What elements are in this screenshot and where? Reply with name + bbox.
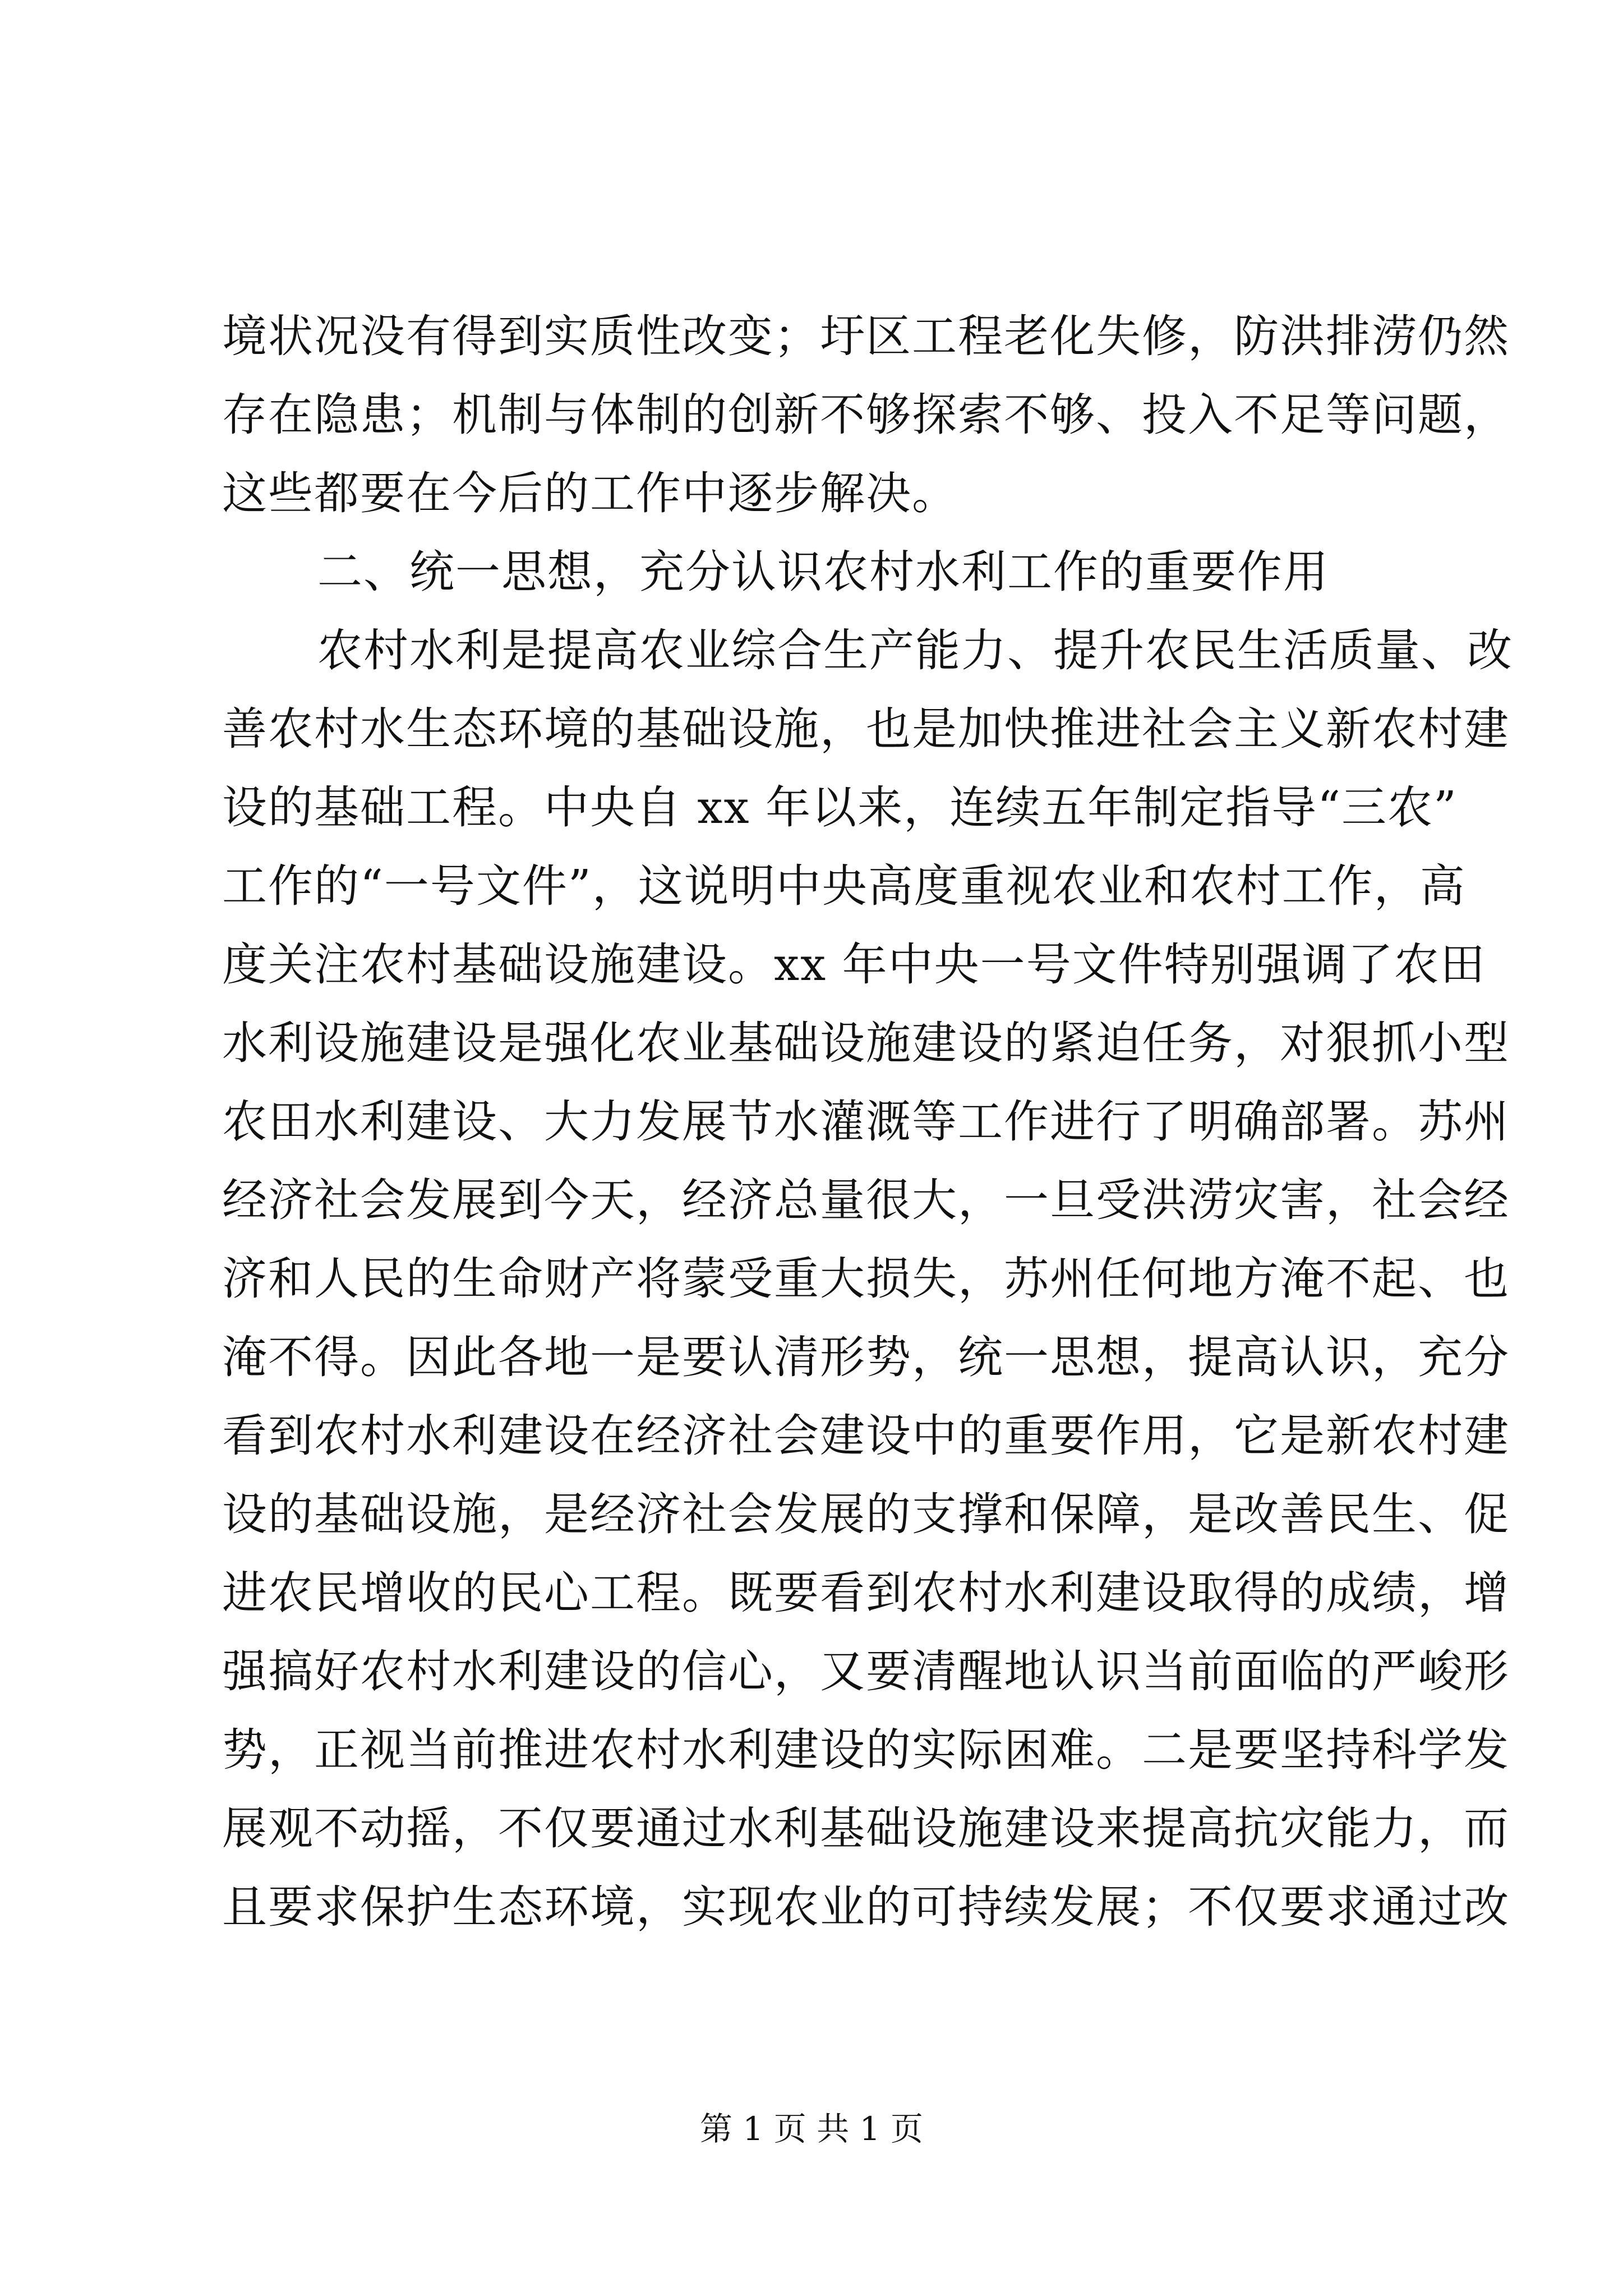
page-number: 第 1 页 共 1 页 xyxy=(700,2110,923,2148)
text-line: 存在隐患；机制与体制的创新不够探索不够、投入不足等问题， xyxy=(222,389,1510,441)
text-line: 设的基础设施，是经济社会发展的支撑和保障，是改善民生、促 xyxy=(222,1488,1510,1540)
text-line: 势，正视当前推进农村水利建设的实际困难。二是要坚持科学发 xyxy=(222,1724,1510,1776)
text-line: 展观不动摇，不仅要通过水利基础设施建设来提高抗灾能力，而 xyxy=(222,1802,1510,1855)
text-line: 设的基础工程。中央自 xx 年以来，连续五年制定指导“三农” xyxy=(222,781,1458,834)
text-line: 善农村水生态环境的基础设施，也是加快推进社会主义新农村建 xyxy=(222,703,1510,755)
page-footer xyxy=(0,2106,1623,2151)
text-line: 强搞好农村水利建设的信心，又要清醒地认识当前面临的严峻形 xyxy=(222,1645,1510,1697)
text-line: 济和人民的生命财产将蒙受重大损失，苏州任何地方淹不起、也 xyxy=(222,1253,1510,1305)
text-line: 经济社会发展到今天，经济总量很大，一旦受洪涝灾害，社会经 xyxy=(222,1174,1510,1226)
text-line: 农田水利建设、大力发展节水灌溉等工作进行了明确部署。苏州 xyxy=(222,1096,1510,1148)
text-line: 工作的“一号文件”，这说明中央高度重视农业和农村工作，高 xyxy=(222,860,1466,912)
text-line: 境状况没有得到实质性改变；圩区工程老化失修，防洪排涝仍然 xyxy=(222,310,1510,362)
text-line: 淹不得。因此各地一是要认清形势，统一思想，提高认识，充分 xyxy=(222,1331,1510,1383)
text-line: 度关注农村基础设施建设。xx 年中央一号文件特别强调了农田 xyxy=(222,938,1486,991)
text-line: 这些都要在今后的工作中逐步解决。 xyxy=(222,467,958,519)
text-line: 看到农村水利建设在经济社会建设中的重要作用，它是新农村建 xyxy=(222,1410,1510,1462)
section-heading: 二、统一思想，充分认识农村水利工作的重要作用 xyxy=(317,546,1329,598)
text-line: 进农民增收的民心工程。既要看到农村水利建设取得的成绩，增 xyxy=(222,1567,1510,1619)
document-body xyxy=(222,297,1513,1947)
text-line: 农村水利是提高农业综合生产能力、提升农民生活质量、改 xyxy=(317,624,1513,677)
text-line: 且要求保护生态环境，实现农业的可持续发展；不仅要求通过改 xyxy=(222,1881,1510,1933)
text-line: 水利设施建设是强化农业基础设施建设的紧迫任务，对狠抓小型 xyxy=(222,1017,1510,1069)
